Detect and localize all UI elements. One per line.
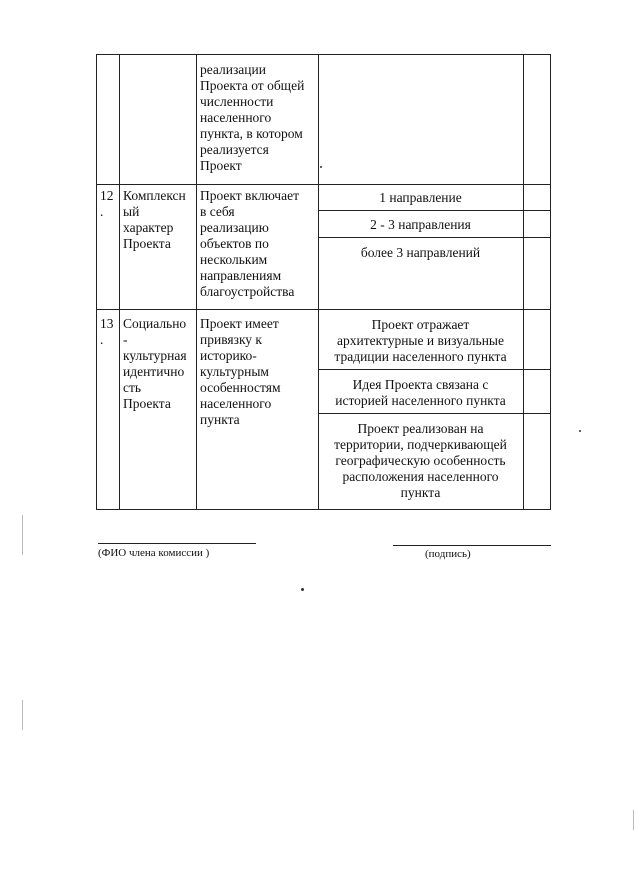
- table-border-bottom: [96, 509, 551, 510]
- row-name: Социально - культурная идентично сть Проекта: [123, 316, 187, 411]
- row-name: Комплексн ый характер Проекта: [123, 188, 186, 251]
- row-number: 12 .: [100, 188, 114, 219]
- row-number: 13 .: [100, 316, 114, 347]
- option-cell: 2 - 3 направления: [370, 217, 471, 232]
- scan-mark: [22, 700, 23, 730]
- option-cell: более 3 направлений: [360, 245, 481, 260]
- row-criterion: Проект включает в себя реализацию объектов по нескольким направлениям благоустройства: [200, 188, 299, 299]
- option-cell: Идея Проекта связана с историей населенного пункта: [335, 377, 506, 408]
- option-divider: [318, 413, 551, 414]
- criterion-continuation: реализации Проекта от общей численности населенного пункта, в котором реализуется Проект: [200, 62, 305, 173]
- name-signature-line: [98, 543, 256, 544]
- option-divider: [318, 210, 551, 211]
- column-divider: [119, 54, 120, 510]
- name-label: (ФИО члена комиссии ): [98, 547, 210, 559]
- option-divider: [318, 369, 551, 370]
- row-divider: [96, 184, 551, 185]
- table-border-right: [550, 54, 551, 510]
- option-cell: Проект реализован на территории, подчеркивающей географическую особенность расположения населенного пункта: [334, 421, 507, 500]
- column-divider: [523, 54, 524, 510]
- option-cell: 1 направление: [379, 190, 462, 205]
- table-border-left: [96, 54, 97, 510]
- option-divider: [318, 237, 551, 238]
- row-criterion: Проект имеет привязку к историко- культурным особенностям населенного пункта: [200, 316, 281, 427]
- option-cell: Проект отражает архитектурные и визуальные традиции населенного пункта: [334, 317, 507, 364]
- scan-speck: [301, 588, 304, 591]
- scan-mark: [633, 810, 634, 830]
- table-border-top: [96, 54, 551, 55]
- column-divider: [196, 54, 197, 510]
- signature-line: [393, 545, 551, 546]
- row-divider: [96, 309, 551, 310]
- scan-speck: [320, 166, 322, 168]
- scan-mark: [22, 515, 23, 555]
- scan-speck: [579, 430, 581, 432]
- signature-label: (подпись): [425, 548, 471, 560]
